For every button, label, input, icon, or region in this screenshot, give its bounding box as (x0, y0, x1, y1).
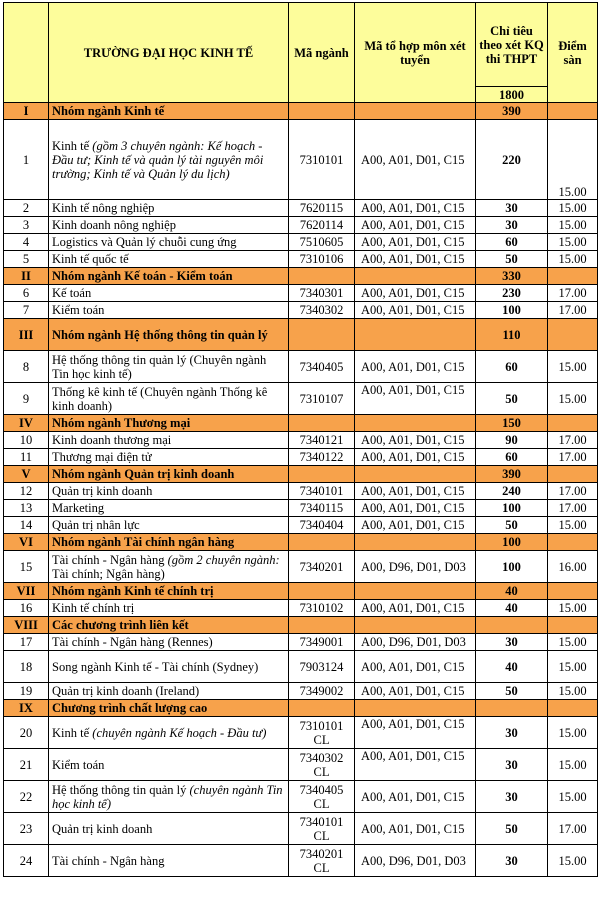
table-row (4, 483, 598, 500)
subject-combination: A00, D96, D01, D03 (355, 634, 476, 651)
quota-value: 30 (476, 845, 548, 877)
group-score (548, 617, 598, 634)
group-quota: 40 (476, 583, 548, 600)
row-number: 2 (4, 200, 49, 217)
table-row (4, 351, 598, 383)
major-cell (49, 600, 289, 617)
group-quota: 110 (476, 319, 548, 351)
quota-value: 30 (476, 749, 548, 781)
major-name: Thống kê kinh tế (Chuyên ngành Thống kê kinh doanh) (52, 384, 268, 413)
major-cell (49, 302, 289, 319)
subject-combination: A00, A01, D01, C15 (355, 600, 476, 617)
major-name-cont: Tài chính; Ngân hàng) (52, 566, 165, 581)
group-score (548, 534, 598, 551)
subject-combination: A00, A01, D01, C15 (355, 500, 476, 517)
group-number: V (4, 466, 49, 483)
major-cell (49, 517, 289, 534)
group-row (4, 534, 598, 551)
min-score: 15.00 (548, 717, 598, 749)
major-code: 7340302 CL (289, 749, 355, 781)
quota-value: 60 (476, 234, 548, 251)
min-score: 15.00 (548, 234, 598, 251)
major-code: 7349002 (289, 683, 355, 700)
min-score: 15.00 (548, 383, 598, 415)
major-code: 7510605 (289, 234, 355, 251)
quota-value: 50 (476, 813, 548, 845)
group-combination (355, 617, 476, 634)
group-row (4, 466, 598, 483)
group-code (289, 319, 355, 351)
header-university: TRƯỜNG ĐẠI HỌC KINH TẾ (49, 3, 289, 103)
group-number: VI (4, 534, 49, 551)
min-score: 15.00 (548, 683, 598, 700)
min-score: 15.00 (548, 600, 598, 617)
group-quota (476, 617, 548, 634)
major-name: Quản trị nhân lực (52, 518, 140, 532)
subject-combination: A00, A01, D01, C15 (355, 651, 476, 683)
group-combination (355, 583, 476, 600)
group-name: Các chương trình liên kết (49, 617, 289, 634)
quota-value: 50 (476, 251, 548, 268)
group-number: VII (4, 583, 49, 600)
group-score (548, 103, 598, 120)
subject-combination: A00, A01, D01, C15 (355, 717, 476, 749)
quota-value: 100 (476, 500, 548, 517)
quota-value: 60 (476, 449, 548, 466)
major-name: Kế toán (52, 286, 92, 300)
group-code (289, 268, 355, 285)
table-row (4, 517, 598, 534)
row-number: 23 (4, 813, 49, 845)
major-cell (49, 251, 289, 268)
group-combination (355, 700, 476, 717)
table-row (4, 600, 598, 617)
row-number: 4 (4, 234, 49, 251)
group-quota: 150 (476, 415, 548, 432)
major-code: 7340301 (289, 285, 355, 302)
subject-combination: A00, A01, D01, C15 (355, 383, 476, 415)
group-row (4, 415, 598, 432)
min-score: 15.00 (548, 634, 598, 651)
major-cell (49, 449, 289, 466)
group-code (289, 700, 355, 717)
min-score: 15.00 (548, 845, 598, 877)
table-row (4, 813, 598, 845)
group-name: Nhóm ngành Kinh tế (49, 103, 289, 120)
major-cell (49, 781, 289, 813)
group-score (548, 319, 598, 351)
row-number: 3 (4, 217, 49, 234)
major-name: Kiểm toán (52, 303, 105, 317)
major-name: Tài chính - Ngân hàng (Rennes) (52, 635, 213, 649)
header-combination: Mã tổ hợp môn xét tuyển (355, 3, 476, 103)
major-code: 7340101 (289, 483, 355, 500)
major-name: Kinh tế nông nghiệp (52, 201, 155, 215)
quota-value: 50 (476, 517, 548, 534)
quota-value: 60 (476, 351, 548, 383)
major-note: (chuyên ngành Kế hoạch - Đầu tư) (92, 725, 267, 740)
major-name: Quản trị kinh doanh (52, 484, 153, 498)
major-code: 7310102 (289, 600, 355, 617)
major-cell (49, 500, 289, 517)
group-combination (355, 319, 476, 351)
group-row (4, 319, 598, 351)
table-row (4, 200, 598, 217)
major-code: 7310107 (289, 383, 355, 415)
table-row (4, 302, 598, 319)
major-code: 7340405 CL (289, 781, 355, 813)
row-number: 9 (4, 383, 49, 415)
group-name: Chương trình chất lượng cao (49, 700, 289, 717)
min-score: 17.00 (548, 813, 598, 845)
group-code (289, 583, 355, 600)
group-row (4, 268, 598, 285)
table-row (4, 651, 598, 683)
row-number: 22 (4, 781, 49, 813)
subject-combination: A00, D96, D01, D03 (355, 551, 476, 583)
quota-value: 90 (476, 432, 548, 449)
table-row (4, 845, 598, 877)
subject-combination: A00, A01, D01, C15 (355, 517, 476, 534)
row-number: 21 (4, 749, 49, 781)
subject-combination: A00, D96, D01, D03 (355, 845, 476, 877)
table-row (4, 449, 598, 466)
subject-combination: A00, A01, D01, C15 (355, 483, 476, 500)
min-score: 15.00 (548, 749, 598, 781)
quota-value: 50 (476, 683, 548, 700)
major-name: Kinh tế quốc tế (52, 252, 129, 266)
major-code: 7349001 (289, 634, 355, 651)
row-number: 19 (4, 683, 49, 700)
min-score: 15.00 (548, 651, 598, 683)
group-name: Nhóm ngành Thương mại (49, 415, 289, 432)
major-code: 7340404 (289, 517, 355, 534)
subject-combination: A00, A01, D01, C15 (355, 302, 476, 319)
major-code: 7310101 (289, 120, 355, 200)
major-code: 7310101 CL (289, 717, 355, 749)
row-number: 8 (4, 351, 49, 383)
subject-combination: A00, A01, D01, C15 (355, 200, 476, 217)
min-score: 15.00 (548, 781, 598, 813)
major-name: Quản trị kinh doanh (Ireland) (52, 684, 200, 698)
major-note: (gồm 3 chuyên ngành: Kế hoạch - Đầu tư; Kinh tế và quản lý tài nguyên môi trường; Kinh tế và Quản lý du lịch) (52, 138, 264, 181)
subject-combination: A00, A01, D01, C15 (355, 285, 476, 302)
group-combination (355, 268, 476, 285)
group-combination (355, 415, 476, 432)
group-row (4, 700, 598, 717)
table-row (4, 285, 598, 302)
row-number: 10 (4, 432, 49, 449)
major-cell (49, 200, 289, 217)
row-number: 14 (4, 517, 49, 534)
group-score (548, 415, 598, 432)
major-cell (49, 217, 289, 234)
group-row (4, 617, 598, 634)
quota-value: 100 (476, 302, 548, 319)
row-number: 1 (4, 120, 49, 200)
major-cell (49, 651, 289, 683)
major-name: Tài chính - Ngân hàng (52, 552, 168, 567)
table-row (4, 683, 598, 700)
major-cell (49, 634, 289, 651)
major-name: Hệ thống thông tin quản lý (Chuyên ngành Tin học kinh tế) (52, 352, 267, 381)
major-cell (49, 383, 289, 415)
major-name: Logistics và Quản lý chuỗi cung ứng (52, 235, 237, 249)
subject-combination: A00, A01, D01, C15 (355, 749, 476, 781)
quota-value: 220 (476, 120, 548, 200)
group-name: Nhóm ngành Kế toán - Kiểm toán (49, 268, 289, 285)
quota-value: 100 (476, 551, 548, 583)
group-number: II (4, 268, 49, 285)
min-score: 17.00 (548, 285, 598, 302)
major-code: 7340201 (289, 551, 355, 583)
header-score: Điểm sàn (548, 3, 598, 103)
min-score: 17.00 (548, 483, 598, 500)
row-number: 6 (4, 285, 49, 302)
major-name: Song ngành Kinh tế - Tài chính (Sydney) (52, 659, 259, 674)
subject-combination: A00, A01, D01, C15 (355, 217, 476, 234)
group-name: Nhóm ngành Quản trị kinh doanh (49, 466, 289, 483)
subject-combination: A00, A01, D01, C15 (355, 432, 476, 449)
table-row (4, 749, 598, 781)
quota-value: 30 (476, 781, 548, 813)
group-quota: 330 (476, 268, 548, 285)
row-number: 18 (4, 651, 49, 683)
subject-combination: A00, A01, D01, C15 (355, 234, 476, 251)
group-quota: 100 (476, 534, 548, 551)
row-number: 20 (4, 717, 49, 749)
quota-value: 230 (476, 285, 548, 302)
min-score: 15.00 (548, 517, 598, 534)
major-cell (49, 749, 289, 781)
group-row (4, 103, 598, 120)
table-row (4, 781, 598, 813)
quota-value: 40 (476, 651, 548, 683)
group-code (289, 103, 355, 120)
group-score (548, 700, 598, 717)
group-number: IV (4, 415, 49, 432)
major-code: 7340101 CL (289, 813, 355, 845)
major-cell (49, 551, 289, 583)
group-score (548, 268, 598, 285)
table-row (4, 551, 598, 583)
table-row (4, 251, 598, 268)
major-name: Kinh tế (52, 138, 93, 153)
quota-value: 30 (476, 200, 548, 217)
quota-value: 30 (476, 217, 548, 234)
subject-combination: A00, A01, D01, C15 (355, 351, 476, 383)
group-code (289, 534, 355, 551)
subject-combination: A00, A01, D01, C15 (355, 251, 476, 268)
min-score: 17.00 (548, 500, 598, 517)
group-score (548, 466, 598, 483)
major-name: Tài chính - Ngân hàng (52, 853, 165, 868)
major-code: 7310106 (289, 251, 355, 268)
group-quota: 390 (476, 466, 548, 483)
major-name: Hệ thống thông tin quản lý (52, 782, 190, 797)
major-name: Thương mại điện tử (52, 450, 152, 464)
min-score: 15.00 (548, 251, 598, 268)
row-number: 13 (4, 500, 49, 517)
group-quota: 390 (476, 103, 548, 120)
major-code: 7620114 (289, 217, 355, 234)
header-no-cell (4, 3, 49, 103)
header-total-quota: 1800 (476, 87, 548, 103)
major-name: Kinh doanh nông nghiệp (52, 218, 176, 232)
major-code: 7340115 (289, 500, 355, 517)
group-number: VIII (4, 617, 49, 634)
min-score: 16.00 (548, 551, 598, 583)
major-note: (chuyên ngành Tin học kinh tế) (52, 782, 283, 811)
subject-combination: A00, A01, D01, C15 (355, 781, 476, 813)
major-cell (49, 813, 289, 845)
row-number: 17 (4, 634, 49, 651)
major-code: 7340122 (289, 449, 355, 466)
major-cell (49, 683, 289, 700)
group-code (289, 415, 355, 432)
group-name: Nhóm ngành Tài chính ngân hàng (49, 534, 289, 551)
group-quota (476, 700, 548, 717)
major-cell (49, 845, 289, 877)
table-row (4, 383, 598, 415)
min-score: 17.00 (548, 302, 598, 319)
major-cell (49, 432, 289, 449)
subject-combination: A00, A01, D01, C15 (355, 120, 476, 200)
group-score (548, 583, 598, 600)
subject-combination: A00, A01, D01, C15 (355, 813, 476, 845)
min-score: 17.00 (548, 432, 598, 449)
table-row (4, 634, 598, 651)
subject-combination: A00, A01, D01, C15 (355, 683, 476, 700)
major-code: 7340201 CL (289, 845, 355, 877)
major-name: Kinh tế (52, 725, 93, 740)
row-number: 7 (4, 302, 49, 319)
admission-table (3, 2, 598, 877)
major-cell (49, 120, 289, 200)
major-name: Marketing (52, 501, 105, 515)
major-cell (49, 483, 289, 500)
major-note: (gồm 2 chuyên ngành: (167, 552, 280, 567)
table-row (4, 120, 598, 200)
quota-value: 30 (476, 634, 548, 651)
major-name: Kiểm toán (52, 757, 105, 772)
min-score: 15.00 (548, 120, 598, 200)
quota-value: 40 (476, 600, 548, 617)
min-score: 15.00 (548, 351, 598, 383)
group-row (4, 583, 598, 600)
major-name: Kinh doanh thương mại (52, 433, 172, 447)
major-cell (49, 285, 289, 302)
group-combination (355, 534, 476, 551)
major-code: 7340405 (289, 351, 355, 383)
major-cell (49, 717, 289, 749)
major-name: Kinh tế chính trị (52, 601, 135, 615)
subject-combination: A00, A01, D01, C15 (355, 449, 476, 466)
table-body (4, 103, 598, 877)
group-number: IX (4, 700, 49, 717)
group-code (289, 617, 355, 634)
major-cell (49, 234, 289, 251)
row-number: 15 (4, 551, 49, 583)
major-code: 7340121 (289, 432, 355, 449)
table-row (4, 217, 598, 234)
table-row (4, 432, 598, 449)
header-quota: Chỉ tiêu theo xét KQ thi THPT (476, 3, 548, 87)
major-code: 7903124 (289, 651, 355, 683)
group-name: Nhóm ngành Kinh tế chính trị (49, 583, 289, 600)
row-number: 11 (4, 449, 49, 466)
group-number: I (4, 103, 49, 120)
quota-value: 240 (476, 483, 548, 500)
group-combination (355, 466, 476, 483)
major-code: 7340302 (289, 302, 355, 319)
header-code: Mã ngành (289, 3, 355, 103)
group-code (289, 466, 355, 483)
table-row (4, 717, 598, 749)
major-name: Quản trị kinh doanh (52, 821, 153, 836)
major-cell (49, 351, 289, 383)
row-number: 24 (4, 845, 49, 877)
min-score: 17.00 (548, 449, 598, 466)
table-row (4, 500, 598, 517)
min-score: 15.00 (548, 217, 598, 234)
quota-value: 50 (476, 383, 548, 415)
group-name: Nhóm ngành Hệ thống thông tin quản lý (49, 319, 289, 351)
row-number: 16 (4, 600, 49, 617)
group-combination (355, 103, 476, 120)
row-number: 5 (4, 251, 49, 268)
table-row (4, 234, 598, 251)
min-score: 15.00 (548, 200, 598, 217)
major-code: 7620115 (289, 200, 355, 217)
row-number: 12 (4, 483, 49, 500)
group-number: III (4, 319, 49, 351)
quota-value: 30 (476, 717, 548, 749)
